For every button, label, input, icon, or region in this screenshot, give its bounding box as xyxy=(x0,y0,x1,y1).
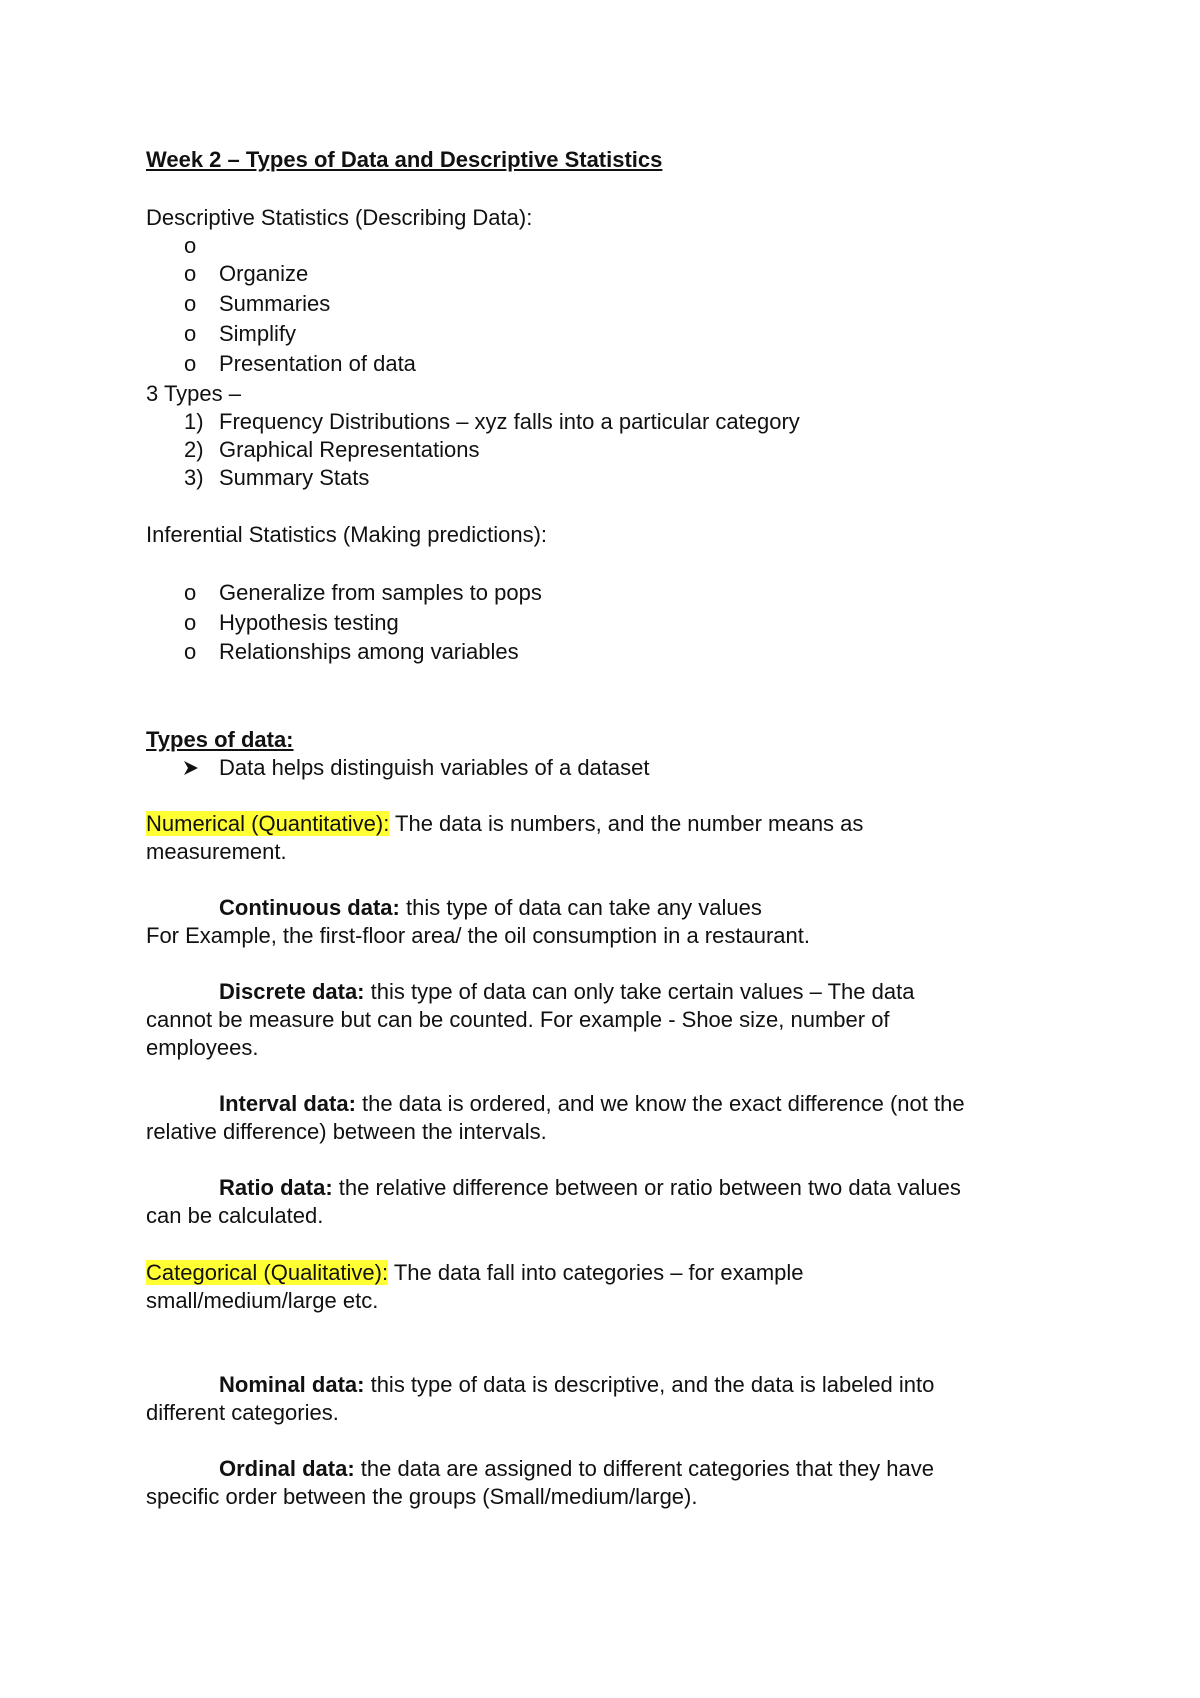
continuous-text: this type of data can take any values xyxy=(399,895,762,920)
categorical-line xyxy=(146,1259,804,1287)
discrete-line-3: employees. xyxy=(146,1035,259,1060)
ordinal-line xyxy=(219,1455,934,1483)
interval-text: the data is ordered, and we know the exact difference (not the xyxy=(355,1091,965,1116)
types-of-data-heading: Types of data: xyxy=(146,727,294,752)
list-number: 3) xyxy=(184,465,204,490)
nominal-line-2: different categories. xyxy=(146,1400,339,1425)
discrete-label: Discrete data: xyxy=(219,979,365,1004)
numerical-line-2: measurement. xyxy=(146,839,287,864)
categorical-label: Categorical (Qualitative): xyxy=(146,1260,389,1285)
bullet-marker: o xyxy=(184,261,197,286)
continuous-line xyxy=(219,894,762,922)
interval-label: Interval data: xyxy=(219,1091,356,1116)
list-number: 1) xyxy=(184,409,204,434)
ratio-line-2: can be calculated. xyxy=(146,1203,324,1228)
inferential-item: Hypothesis testing xyxy=(219,610,399,635)
ratio-label: Ratio data: xyxy=(219,1175,333,1200)
nominal-label: Nominal data: xyxy=(219,1372,365,1397)
continuous-label: Continuous data: xyxy=(219,895,400,920)
types3-item: Frequency Distributions – xyz falls into a particular category xyxy=(219,409,800,434)
discrete-text: this type of data can only take certain values – The data xyxy=(364,979,915,1004)
discrete-line-2: cannot be measure but can be counted. For example - Shoe size, number of xyxy=(146,1007,890,1032)
descriptive-item: Simplify xyxy=(219,321,297,346)
types3-item: Summary Stats xyxy=(219,465,370,490)
categorical-line-2: small/medium/large etc. xyxy=(146,1288,379,1313)
interval-line xyxy=(219,1090,965,1118)
bullet-marker: o xyxy=(184,580,197,605)
ordinal-text: the data are assigned to different categories that they have xyxy=(354,1456,935,1481)
arrow-bullet-icon xyxy=(182,754,200,782)
bullet-marker: o xyxy=(184,639,197,664)
ratio-line xyxy=(219,1174,961,1202)
bullet-marker: o xyxy=(184,291,197,316)
continuous-line-2: For Example, the first-floor area/ the oil consumption in a restaurant. xyxy=(146,923,810,948)
nominal-text: this type of data is descriptive, and the data is labeled into xyxy=(364,1372,935,1397)
bullet-marker: o xyxy=(184,351,197,376)
numerical-label: Numerical (Quantitative): xyxy=(146,811,390,836)
inferential-item: Generalize from samples to pops xyxy=(219,580,542,605)
page-title: Week 2 – Types of Data and Descriptive Statistics xyxy=(146,147,663,172)
list-number: 2) xyxy=(184,437,204,462)
inferential-heading: Inferential Statistics (Making predictions): xyxy=(146,522,548,547)
bullet-marker: o xyxy=(184,321,197,346)
interval-line-2: relative difference) between the intervals. xyxy=(146,1119,547,1144)
bullet-marker: o xyxy=(184,610,197,635)
categorical-text: The data fall into categories – for example xyxy=(388,1260,804,1285)
descriptive-item: Summaries xyxy=(219,291,331,316)
inferential-item: Relationships among variables xyxy=(219,639,519,664)
types-of-data-item: Data helps distinguish variables of a dataset xyxy=(219,755,650,780)
nominal-line xyxy=(219,1371,934,1399)
numerical-text: The data is numbers, and the number means as xyxy=(389,811,864,836)
bullet-marker: o xyxy=(184,233,197,258)
types3-heading: 3 Types – xyxy=(146,381,241,406)
discrete-line xyxy=(219,978,914,1006)
ratio-text: the relative difference between or ratio between two data values xyxy=(332,1175,961,1200)
ordinal-label: Ordinal data: xyxy=(219,1456,355,1481)
descriptive-item: Presentation of data xyxy=(219,351,416,376)
descriptive-heading: Descriptive Statistics (Describing Data): xyxy=(146,205,533,230)
types3-item: Graphical Representations xyxy=(219,437,480,462)
ordinal-line-2: specific order between the groups (Small/medium/large). xyxy=(146,1484,698,1509)
numerical-line xyxy=(146,810,863,838)
descriptive-item: Organize xyxy=(219,261,309,286)
